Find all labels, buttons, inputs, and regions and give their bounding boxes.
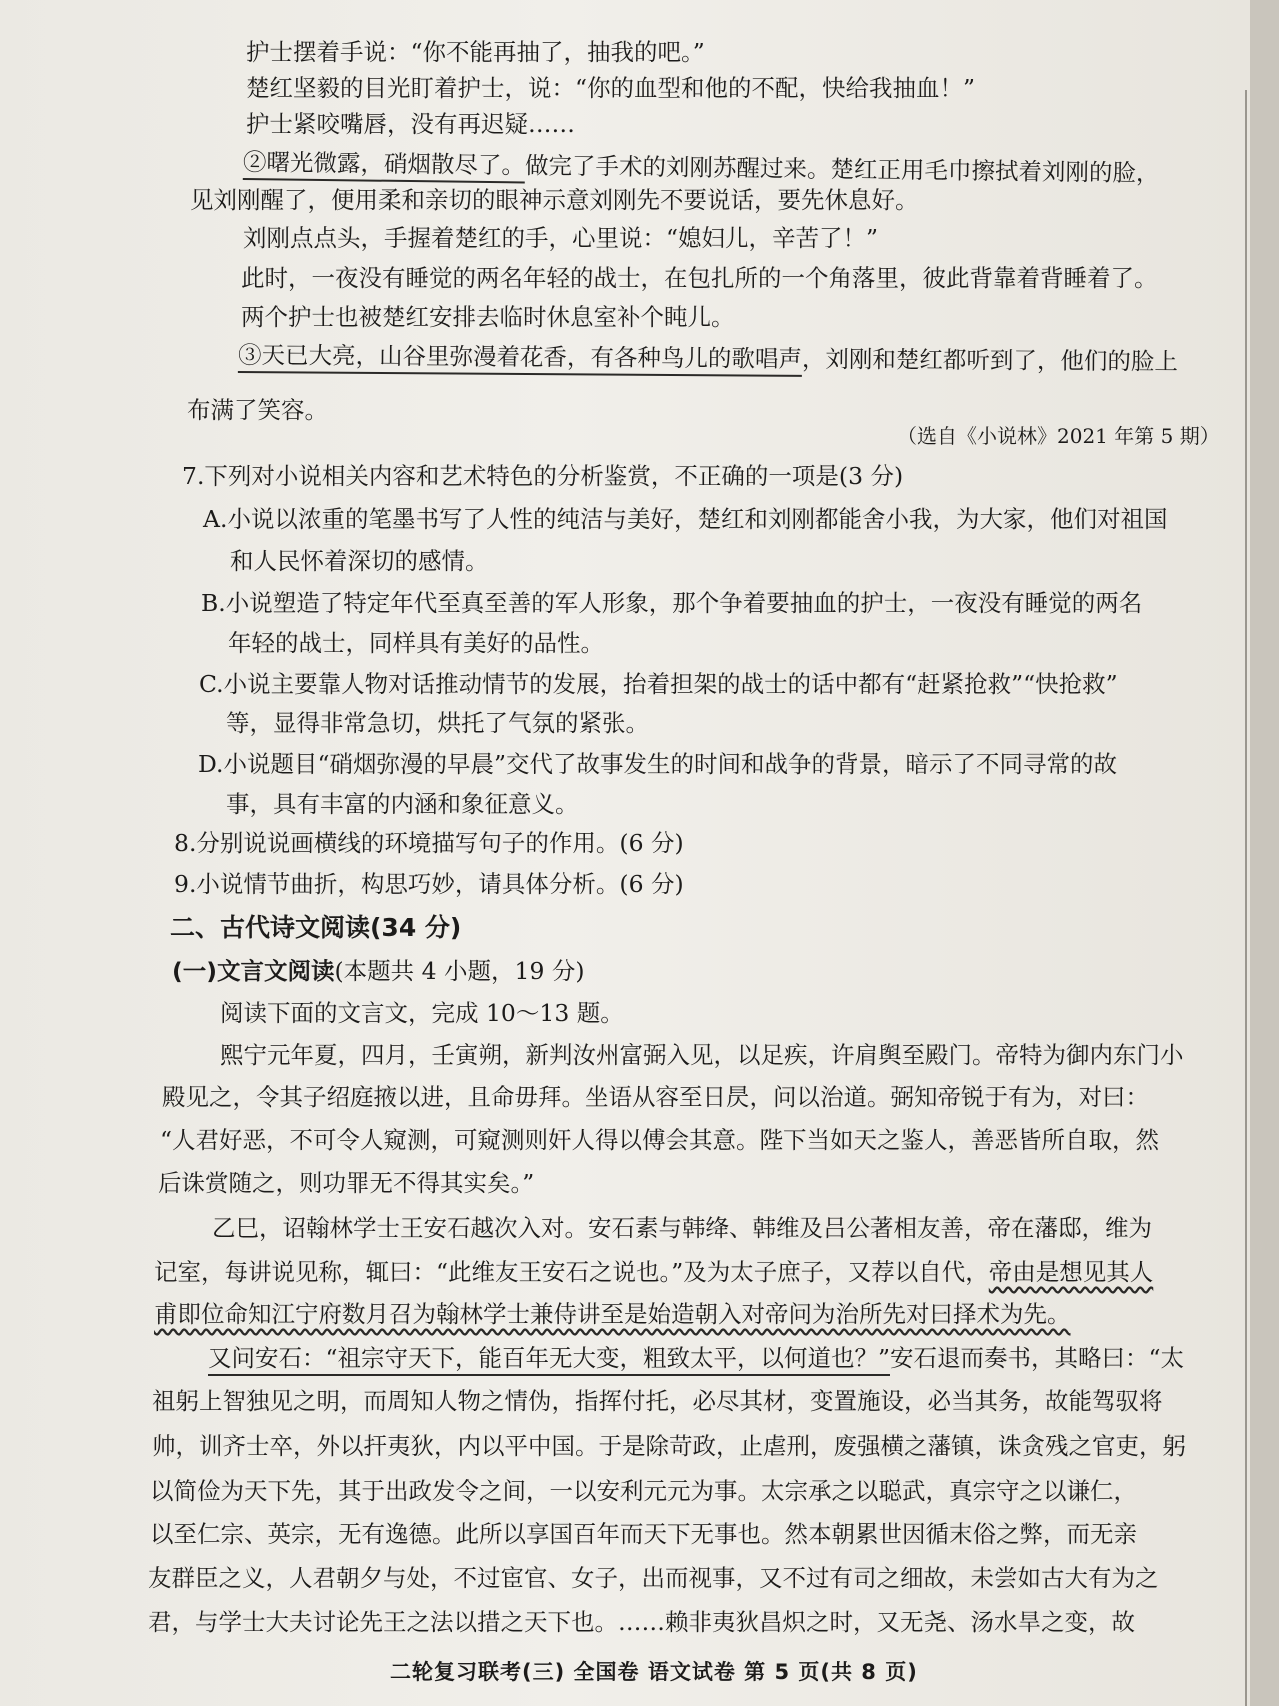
translation-sentence-part2: 甫即位命知江宁府数月召为翰林学士兼侍讲至是始造朝入对帝问为治所先对曰择术为先。: [154, 1300, 1071, 1328]
translation-sentence-part1: 帝由是想见其人: [988, 1258, 1154, 1286]
page-fold: [1245, 90, 1247, 1706]
story-paragraph-4: 此时，一夜没有睡觉的两名年轻的战士，在包扎所的一个角落里，彼此背靠着背睡着了。: [241, 264, 1158, 292]
option-a-cont: 和人民怀着深切的感情。: [230, 547, 489, 575]
option-d-cont: 事，具有丰富的内涵和象征意义。: [226, 790, 579, 818]
question-7: 7.下列对小说相关内容和艺术特色的分析鉴赏，不正确的一项是(3 分): [182, 462, 904, 490]
underlined-question: 又问安石：“祖宗守天下，能百年无大变，粗致太平，以何道也？”: [208, 1344, 890, 1376]
classical-line: 记室，每讲说见称，辄曰：“此维友王安石之说也。”及为太子庶子，又荐以自代，帝由是想见其人: [154, 1258, 1154, 1286]
option-b: B.小说塑造了特定年代至真至善的军人形象，那个争着要抽血的护士，一夜没有睡觉的两名: [201, 589, 1143, 617]
story-line: 护士紧咬嘴唇，没有再迟疑……: [246, 110, 575, 138]
underlined-sentence-3: ③天已大亮，山谷里弥漫着花香，有各种鸟儿的歌唱声: [238, 341, 802, 377]
option-b-cont: 年轻的战士，同样具有美好的品性。: [228, 629, 604, 657]
option-c-cont: 等，显得非常急切，烘托了气氛的紧张。: [226, 709, 649, 737]
question-9: 9.小说情节曲折，构思巧妙，请具体分析。(6 分): [174, 870, 684, 898]
page-edge: [1250, 0, 1279, 1706]
story-paragraph-2-cont: 见刘刚醒了，便用柔和亲切的眼神示意刘刚先不要说话，要先休息好。: [190, 186, 919, 214]
story-paragraph-6-cont: 布满了笑容。: [187, 396, 328, 424]
story-paragraph-5: 两个护士也被楚红安排去临时休息室补个盹儿。: [241, 303, 735, 331]
classical-line: 殿见之，令其子绍庭掖以进，且命毋拜。坐语从容至日昃，问以治道。弼知帝锐于有为，对曰：: [162, 1083, 1149, 1111]
subsection-title: (一)文言文阅读(本题共 4 小题，19 分): [172, 957, 585, 985]
story-line: 楚红坚毅的目光盯着护士，说：“你的血型和他的不配，快给我抽血！”: [246, 74, 976, 102]
classical-line: 帅，训齐士卒，外以扞夷狄，内以平中国。于是除苛政，止虐刑，废强横之藩镇，诛贪残之官吏，躬: [152, 1432, 1186, 1460]
classical-line: “人君好恶，不可令人窥测，可窥测则奸人得以傅会其意。陛下当如天之鉴人，善恶皆所自取，然: [160, 1126, 1160, 1154]
section-2-title: 二、古代诗文阅读(34 分): [170, 913, 462, 942]
story-source: （选自《小说林》2021 年第 5 期）: [897, 424, 1220, 448]
story-line: 护士摆着手说：“你不能再抽了，抽我的吧。”: [246, 38, 705, 66]
page-footer: 二轮复习联考(三) 全国卷 语文试卷 第 5 页(共 8 页): [390, 1660, 918, 1684]
option-c: C.小说主要靠人物对话推动情节的发展，抬着担架的战士的话中都有“赶紧抢救”“快抢救”: [199, 670, 1118, 698]
reading-intro: 阅读下面的文言文，完成 10～13 题。: [220, 999, 624, 1027]
option-d: D.小说题目“硝烟弥漫的早晨”交代了故事发生的时间和战争的背景，暗示了不同寻常的故: [198, 750, 1118, 778]
classical-line: 熙宁元年夏，四月，壬寅朔，新判汝州富弼入见，以足疾，许肩舆至殿门。帝特为御内东门小: [220, 1041, 1184, 1069]
classical-line: 君，与学士大夫讨论先王之法以措之天下也。……赖非夷狄昌炽之时，又无尧、汤水旱之变，故: [148, 1608, 1135, 1636]
classical-line: 以简俭为天下先，其于出政发令之间，一以安利元元为事。太宗承之以聪武，真宗守之以谦仁，: [150, 1477, 1137, 1505]
classical-line: 友群臣之义，人君朝夕与处，不过宦官、女子，出而视事，又不过有司之细故，未尝如古大有为之: [148, 1564, 1159, 1592]
story-paragraph-6: ③天已大亮，山谷里弥漫着花香，有各种鸟儿的歌唱声，刘刚和楚红都听到了，他们的脸上: [237, 341, 1179, 376]
question-8: 8.分别说说画横线的环境描写句子的作用。(6 分): [174, 829, 684, 857]
option-a: A.小说以浓重的笔墨书写了人性的纯洁与美好，楚红和刘刚都能舍小我，为大家，他们对祖国: [203, 505, 1168, 533]
story-paragraph-3: 刘刚点点头，手握着楚红的手，心里说：“媳妇儿，辛苦了！”: [243, 224, 879, 252]
classical-line: 祖躬上智独见之明，而周知人物之情伪，指挥付托，必尽其材，变置施设，必当其务，故能驾驭将: [152, 1387, 1163, 1415]
underlined-sentence-2: ②曙光微露，硝烟散尽了。: [243, 148, 525, 183]
classical-line: 又问安石：“祖宗守天下，能百年无大变，粗致太平，以何道也？”安石退而奏书，其略曰：“太: [208, 1342, 1220, 1374]
classical-line: 以至仁宗、英宗，无有逸德。此所以享国百年而天下无事也。然本朝累世因循末俗之弊，而无亲: [150, 1520, 1137, 1548]
classical-line: 后诛赏随之，则功罪无不得其实矣。”: [158, 1169, 535, 1197]
classical-line: 乙巳，诏翰林学士王安石越次入对。安石素与韩绛、韩维及吕公著相友善，帝在藩邸，维为: [212, 1214, 1152, 1242]
story-paragraph-2: ②曙光微露，硝烟散尽了。做完了手术的刘刚苏醒过来。楚红正用毛巾擦拭着刘刚的脸，: [242, 148, 1160, 188]
